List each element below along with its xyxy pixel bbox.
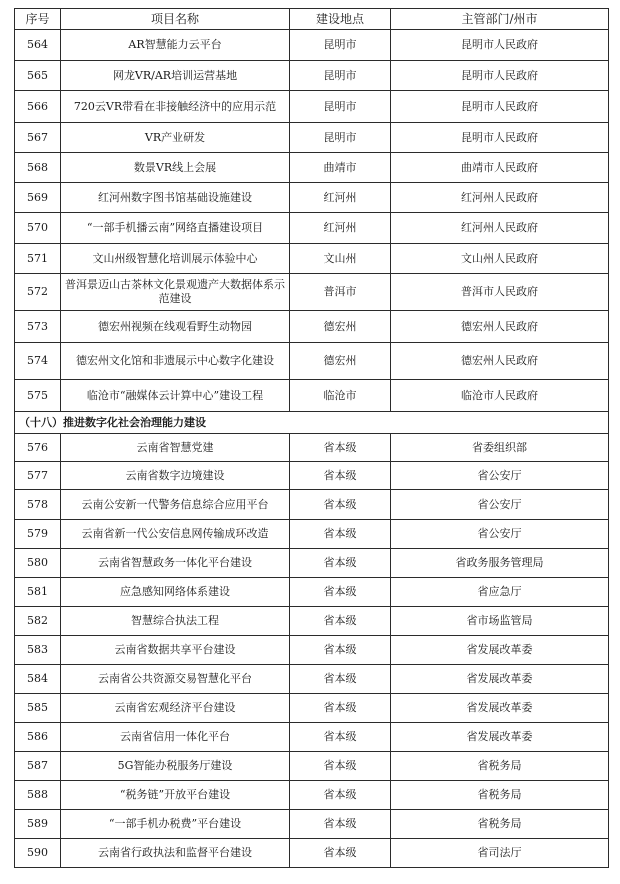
table-row [15, 578, 609, 607]
table-row [15, 153, 609, 183]
cell-project-name: 德宏州视频在线观看野生动物园 [61, 311, 290, 343]
cell-department: 省税务局 [391, 810, 609, 839]
cell-location: 省本级 [290, 694, 391, 723]
cell-serial-number: 566 [15, 91, 61, 123]
cell-project-name: 云南省数据共享平台建设 [61, 636, 290, 665]
cell-location: 德宏州 [290, 311, 391, 343]
cell-department: 省税务局 [391, 752, 609, 781]
cell-location: 昆明市 [290, 123, 391, 153]
cell-location: 红河州 [290, 213, 391, 244]
cell-project-name: 云南省新一代公安信息网传输成环改造 [61, 520, 290, 549]
cell-department: 省市场监管局 [391, 607, 609, 636]
cell-location: 红河州 [290, 183, 391, 213]
cell-location: 省本级 [290, 752, 391, 781]
table-row [15, 549, 609, 578]
cell-serial-number: 565 [15, 61, 61, 91]
table-row [15, 607, 609, 636]
table-row [15, 810, 609, 839]
cell-project-name: 文山州级智慧化培训展示体验中心 [61, 244, 290, 274]
table-row [15, 343, 609, 380]
cell-location: 省本级 [290, 839, 391, 868]
cell-location: 省本级 [290, 520, 391, 549]
cell-location: 省本级 [290, 665, 391, 694]
table-row [15, 244, 609, 274]
cell-project-name: 云南省宏观经济平台建设 [61, 694, 290, 723]
cell-project-name: 网龙VR/AR培训运营基地 [61, 61, 290, 91]
header-location: 建设地点 [290, 9, 391, 30]
table-row [15, 665, 609, 694]
cell-serial-number: 573 [15, 311, 61, 343]
table-row [15, 520, 609, 549]
cell-department: 临沧市人民政府 [391, 380, 609, 412]
table-row [15, 781, 609, 810]
table-row [15, 61, 609, 91]
cell-project-name: 应急感知网络体系建设 [61, 578, 290, 607]
cell-location: 临沧市 [290, 380, 391, 412]
cell-department: 省司法厅 [391, 839, 609, 868]
cell-department: 红河州人民政府 [391, 213, 609, 244]
cell-project-name: 云南省智慧党建 [61, 434, 290, 462]
cell-location: 省本级 [290, 607, 391, 636]
cell-department: 省政务服务管理局 [391, 549, 609, 578]
cell-project-name: 云南省行政执法和监督平台建设 [61, 839, 290, 868]
cell-serial-number: 575 [15, 380, 61, 412]
cell-project-name: 720云VR带看在非接触经济中的应用示范 [61, 91, 290, 123]
cell-project-name: “税务链”开放平台建设 [61, 781, 290, 810]
header-department: 主管部门/州市 [391, 9, 609, 30]
table-row [15, 752, 609, 781]
table-row [15, 839, 609, 868]
cell-project-name: “一部手机播云南”网络直播建设项目 [61, 213, 290, 244]
cell-department: 昆明市人民政府 [391, 61, 609, 91]
table-row [15, 311, 609, 343]
cell-department: 红河州人民政府 [391, 183, 609, 213]
cell-department: 普洱市人民政府 [391, 274, 609, 311]
cell-location: 昆明市 [290, 61, 391, 91]
cell-department: 省公安厅 [391, 490, 609, 520]
cell-department: 昆明市人民政府 [391, 123, 609, 153]
cell-department: 省发展改革委 [391, 665, 609, 694]
cell-serial-number: 574 [15, 343, 61, 380]
table-row [15, 183, 609, 213]
cell-serial-number: 585 [15, 694, 61, 723]
table-row [15, 723, 609, 752]
cell-department: 省公安厅 [391, 462, 609, 490]
cell-location: 省本级 [290, 723, 391, 752]
cell-location: 省本级 [290, 636, 391, 665]
table-row [15, 30, 609, 61]
cell-project-name: 云南省公共资源交易智慧化平台 [61, 665, 290, 694]
cell-department: 昆明市人民政府 [391, 30, 609, 61]
cell-serial-number: 590 [15, 839, 61, 868]
header-serial-number: 序号 [15, 9, 61, 30]
cell-project-name: 云南省信用一体化平台 [61, 723, 290, 752]
cell-project-name: 5G智能办税服务厅建设 [61, 752, 290, 781]
table-row [15, 123, 609, 153]
cell-department: 省发展改革委 [391, 694, 609, 723]
cell-location: 德宏州 [290, 343, 391, 380]
cell-location: 省本级 [290, 462, 391, 490]
table-row [15, 274, 609, 311]
cell-location: 省本级 [290, 549, 391, 578]
cell-serial-number: 579 [15, 520, 61, 549]
cell-project-name: AR智慧能力云平台 [61, 30, 290, 61]
cell-serial-number: 571 [15, 244, 61, 274]
cell-serial-number: 569 [15, 183, 61, 213]
cell-serial-number: 584 [15, 665, 61, 694]
cell-department: 省应急厅 [391, 578, 609, 607]
table-section [15, 412, 609, 434]
cell-department: 文山州人民政府 [391, 244, 609, 274]
cell-serial-number: 568 [15, 153, 61, 183]
cell-project-name: 云南公安新一代警务信息综合应用平台 [61, 490, 290, 520]
cell-serial-number: 580 [15, 549, 61, 578]
cell-project-name: “一部手机办税费”平台建设 [61, 810, 290, 839]
table-row [15, 91, 609, 123]
cell-serial-number: 581 [15, 578, 61, 607]
cell-project-name: 云南省智慧政务一体化平台建设 [61, 549, 290, 578]
table-row [15, 462, 609, 490]
cell-department: 省委组织部 [391, 434, 609, 462]
cell-department: 省发展改革委 [391, 723, 609, 752]
cell-location: 昆明市 [290, 91, 391, 123]
cell-department: 省税务局 [391, 781, 609, 810]
cell-serial-number: 586 [15, 723, 61, 752]
cell-department: 昆明市人民政府 [391, 91, 609, 123]
table-row [15, 636, 609, 665]
cell-project-name: 临沧市“融媒体云计算中心”建设工程 [61, 380, 290, 412]
cell-location: 文山州 [290, 244, 391, 274]
cell-location: 曲靖市 [290, 153, 391, 183]
cell-project-name: 数景VR线上会展 [61, 153, 290, 183]
cell-project-name: 普洱景迈山古茶林文化景观遗产大数据体系示范建设 [61, 274, 290, 311]
cell-serial-number: 578 [15, 490, 61, 520]
section-row [15, 412, 609, 434]
table-row [15, 434, 609, 462]
table-body-province-projects [15, 434, 609, 868]
table-row [15, 213, 609, 244]
cell-location: 昆明市 [290, 30, 391, 61]
table-body-city-projects [15, 30, 609, 412]
cell-location: 省本级 [290, 490, 391, 520]
cell-location: 省本级 [290, 578, 391, 607]
cell-location: 省本级 [290, 810, 391, 839]
table-row [15, 694, 609, 723]
cell-serial-number: 588 [15, 781, 61, 810]
cell-location: 省本级 [290, 434, 391, 462]
cell-department: 德宏州人民政府 [391, 311, 609, 343]
cell-serial-number: 572 [15, 274, 61, 311]
cell-department: 省发展改革委 [391, 636, 609, 665]
cell-serial-number: 582 [15, 607, 61, 636]
table-row [15, 490, 609, 520]
project-table [14, 8, 609, 868]
cell-serial-number: 577 [15, 462, 61, 490]
cell-serial-number: 564 [15, 30, 61, 61]
table-row [15, 380, 609, 412]
cell-location: 普洱市 [290, 274, 391, 311]
cell-department: 曲靖市人民政府 [391, 153, 609, 183]
cell-project-name: 红河州数字图书馆基础设施建设 [61, 183, 290, 213]
cell-serial-number: 589 [15, 810, 61, 839]
cell-project-name: 云南省数字边境建设 [61, 462, 290, 490]
cell-serial-number: 576 [15, 434, 61, 462]
header-project-name: 项目名称 [61, 9, 290, 30]
cell-project-name: 德宏州文化馆和非遗展示中心数字化建设 [61, 343, 290, 380]
cell-serial-number: 583 [15, 636, 61, 665]
cell-serial-number: 570 [15, 213, 61, 244]
cell-project-name: 智慧综合执法工程 [61, 607, 290, 636]
cell-serial-number: 567 [15, 123, 61, 153]
cell-project-name: VR产业研发 [61, 123, 290, 153]
section-title: （十八）推进数字化社会治理能力建设 [15, 412, 609, 434]
cell-department: 省公安厅 [391, 520, 609, 549]
cell-department: 德宏州人民政府 [391, 343, 609, 380]
cell-location: 省本级 [290, 781, 391, 810]
cell-serial-number: 587 [15, 752, 61, 781]
table-header-row [15, 9, 609, 30]
